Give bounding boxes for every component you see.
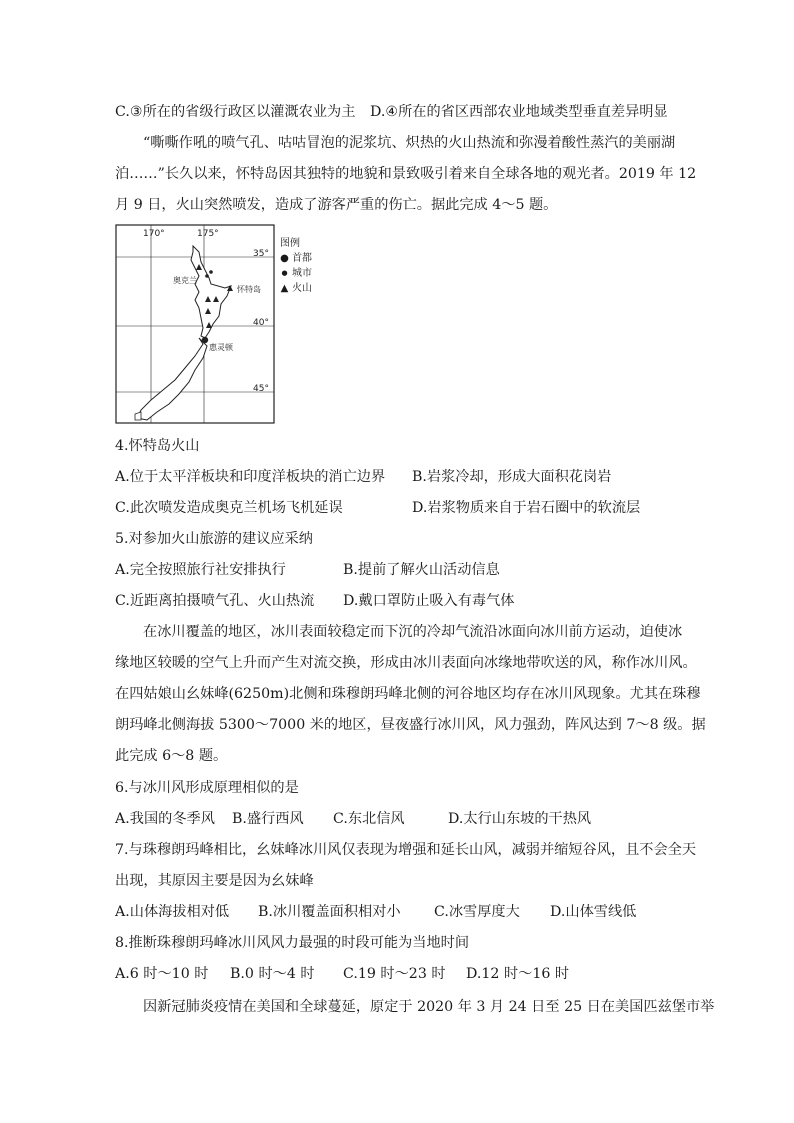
- passage1-line3: 月 9 日，火山突然喷发，造成了游客严重的伤亡。据此完成 4～5 题。: [115, 197, 558, 213]
- label-white-island: 怀特岛: [237, 285, 261, 294]
- label-auckland: 奥克兰: [173, 276, 197, 285]
- q4-option-b: B.岩浆冷却，形成大面积花岗岩: [412, 469, 612, 485]
- passage1-line2: 泊……”长久以来，怀特岛因其独特的地貌和景致吸引着来自全球各地的观光者。2019 年 12: [115, 166, 697, 182]
- q7-stem-line1: 7.与珠穆朗玛峰相比，幺妹峰冰川风仅表现为增强和延长山风，减弱并缩短谷风，且不会全天: [115, 842, 697, 858]
- passage2-line5: 此完成 6～8 题。: [115, 748, 228, 764]
- legend-city: 城市: [292, 268, 312, 279]
- q8-option-a: A.6 时～10 时: [115, 966, 209, 982]
- q6-option-b: B.盛行西风: [232, 811, 304, 827]
- passage3-line1: 因新冠肺炎疫情在美国和全球蔓延，原定于 2020 年 3 月 24 日至 25 日在美国匹兹堡市举: [143, 999, 715, 1015]
- q8-option-b: B.0 时～4 时: [230, 966, 315, 982]
- q5-stem: 5.对参加火山旅游的建议应采纳: [115, 531, 313, 547]
- city-icon: ●: [281, 269, 288, 277]
- capital-icon: ●: [280, 253, 289, 264]
- legend-title: 图例: [280, 238, 300, 249]
- q7-option-d: D.山体雪线低: [550, 904, 637, 920]
- q4-stem: 4.怀特岛火山: [115, 438, 200, 454]
- q3-option-d: D.④所在的省区西部农业地域类型垂直差异明显: [370, 104, 668, 120]
- passage1-line1: “嘶嘶作吼的喷气孔、咕咕冒泡的泥浆坑、炽热的火山热流和弥漫着酸性蒸汽的美丽湖: [143, 135, 676, 151]
- q6-stem: 6.与冰川风形成原理相似的是: [115, 780, 299, 796]
- q4-option-c: C.此次喷发造成奥克兰机场飞机延误: [115, 500, 343, 516]
- lon-label-170: 170°: [143, 229, 165, 239]
- q6-option-d: D.太行山东坡的干热风: [448, 811, 592, 827]
- q4-option-a: A.位于太平洋板块和印度洋板块的消亡边界: [115, 469, 386, 485]
- label-wellington: 惠灵顿: [209, 343, 233, 352]
- q5-option-d: D.戴口罩防止吸入有毒气体: [343, 593, 515, 609]
- q7-option-a: A.山体海拔相对低: [115, 904, 230, 920]
- q4-option-d: D.岩浆物质来自于岩石圈中的软流层: [412, 500, 641, 516]
- q8-option-d: D.12 时～16 时: [466, 966, 570, 982]
- passage2-line4: 朗玛峰北侧海拔 5300～7000 米的地区，昼夜盛行冰川风，风力强劲，阵风达到 7～8 级。据: [115, 717, 706, 733]
- passage2-line2: 缘地区较暖的空气上升而产生对流交换，形成由冰川表面向冰缘地带吹送的风，称作冰川风。: [115, 655, 697, 671]
- new-zealand-map: [115, 224, 275, 424]
- q7-option-b: B.冰川覆盖面积相对小: [258, 904, 401, 920]
- lat-label-40: 40°: [253, 318, 269, 328]
- lat-label-35: 35°: [253, 249, 269, 259]
- q7-option-c: C.冰雪厚度大: [434, 904, 520, 920]
- legend-volcano: 火山: [292, 283, 312, 294]
- lat-label-45: 45°: [253, 384, 269, 394]
- q5-option-c: C.近距离拍摄喷气孔、火山热流: [115, 593, 315, 609]
- passage2-line3: 在四姑娘山幺妹峰(6250m)北侧和珠穆朗玛峰北侧的河谷地区均存在冰川风现象。尤其在珠穆: [115, 686, 701, 702]
- q3-option-c: C.③所在的省级行政区以灌溉农业为主: [115, 104, 356, 120]
- q7-stem-line2: 出现，其原因主要是因为幺妹峰: [115, 873, 314, 889]
- q8-stem: 8.推断珠穆朗玛峰冰川风风力最强的时段可能为当地时间: [115, 935, 470, 951]
- lon-label-175: 175°: [197, 229, 219, 239]
- q5-option-a: A.完全按照旅行社安排执行: [115, 562, 286, 578]
- map-legend: [280, 236, 312, 296]
- q6-option-c: C.东北信风: [333, 811, 405, 827]
- q6-option-a: A.我国的冬季风: [115, 811, 215, 827]
- volcano-icon: ▲: [280, 283, 289, 294]
- passage2-line1: 在冰川覆盖的地区，冰川表面较稳定而下沉的冷却气流沿冰面向冰川前方运动，迫使冰: [143, 624, 683, 640]
- legend-capital: 首都: [292, 253, 312, 264]
- q5-option-b: B.提前了解火山活动信息: [343, 562, 500, 578]
- q8-option-c: C.19 时～23 时: [343, 966, 446, 982]
